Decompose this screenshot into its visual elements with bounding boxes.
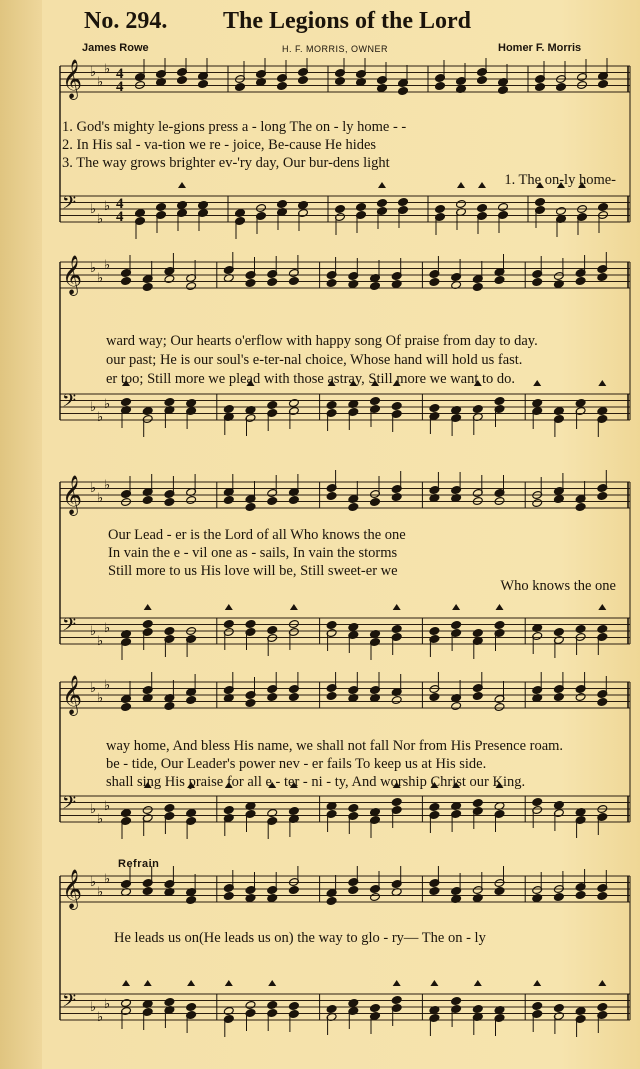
note-head xyxy=(477,204,488,213)
flat-sign: ♭ xyxy=(104,677,111,692)
note-head xyxy=(326,692,337,701)
note-head xyxy=(235,83,246,92)
note-head xyxy=(472,629,483,638)
note-head xyxy=(597,1003,608,1012)
note-head xyxy=(164,702,175,711)
verse-line-1: ward way; Our hearts o'erflow with happy song Of praise from day to day. xyxy=(106,333,538,349)
owner-credit: H. F. MORRIS, OWNER xyxy=(282,44,388,54)
note-head xyxy=(391,280,402,289)
time-signature: 4 xyxy=(116,209,124,225)
shape-note-head xyxy=(378,182,386,188)
note-head xyxy=(391,798,402,807)
shape-note-head xyxy=(393,604,401,610)
note-head xyxy=(267,809,278,818)
shape-note-head xyxy=(268,980,276,986)
flat-sign: ♭ xyxy=(97,490,104,505)
note-head xyxy=(164,275,175,284)
flat-sign: ♭ xyxy=(104,620,111,635)
note-head xyxy=(121,703,132,712)
note-head xyxy=(156,203,167,212)
flat-sign: ♭ xyxy=(97,270,104,285)
note-head xyxy=(277,82,288,91)
shape-note-head xyxy=(598,604,606,610)
note-head xyxy=(289,277,300,286)
note-head xyxy=(532,499,543,508)
flat-sign: ♭ xyxy=(97,74,104,89)
note-head xyxy=(370,498,381,507)
flat-sign: ♭ xyxy=(90,999,97,1014)
note-head xyxy=(142,806,153,815)
treble-clef: 𝄞 xyxy=(62,475,83,515)
note-head xyxy=(223,496,234,505)
verse-line-3: shall sing His praise for all e - ter - ni - ty, And worship Christ our King. xyxy=(106,774,526,790)
refrain-line: He leads us on(He leads us on) the way to glo - ry— The on - ly xyxy=(114,930,486,946)
composer: Homer F. Morris xyxy=(498,42,582,54)
note-head xyxy=(429,627,440,636)
note-head xyxy=(135,209,146,218)
shape-note-head xyxy=(225,980,233,986)
note-head xyxy=(335,205,346,214)
note-head xyxy=(554,1004,565,1013)
treble-clef: 𝄞 xyxy=(62,255,83,295)
note-head xyxy=(245,894,256,903)
note-head xyxy=(298,76,309,85)
note-head xyxy=(121,398,132,407)
note-head xyxy=(391,625,402,634)
note-head xyxy=(398,87,409,96)
flat-sign: ♭ xyxy=(104,396,111,411)
note-head xyxy=(177,76,188,85)
flat-sign: ♭ xyxy=(90,480,97,495)
note-head xyxy=(186,496,197,505)
shape-note-head xyxy=(533,980,541,986)
note-head xyxy=(326,492,337,501)
flat-sign: ♭ xyxy=(97,690,104,705)
note-head xyxy=(435,82,446,91)
note-head xyxy=(554,280,565,289)
note-head xyxy=(556,207,567,216)
bass-clef: 𝄢 xyxy=(62,193,77,218)
note-head xyxy=(597,625,608,634)
note-head xyxy=(142,887,153,896)
flat-sign: ♭ xyxy=(90,874,97,889)
note-head xyxy=(532,894,543,903)
verse-line-3: 3. The way grows brighter ev-'ry day, Our bur-dens light xyxy=(62,155,390,171)
note-head xyxy=(186,809,197,818)
shape-note-head xyxy=(178,182,186,188)
alto-tenor-line: Who knows the one xyxy=(500,578,616,594)
note-head xyxy=(472,894,483,903)
flat-sign: ♭ xyxy=(104,871,111,886)
flat-sign: ♭ xyxy=(97,884,104,899)
note-head xyxy=(142,407,153,416)
note-head xyxy=(391,493,402,502)
note-head xyxy=(223,620,234,629)
note-head xyxy=(326,401,337,410)
binding-gutter xyxy=(0,0,42,1069)
note-head xyxy=(223,892,234,901)
note-head xyxy=(245,503,256,512)
flat-sign: ♭ xyxy=(90,201,97,216)
note-head xyxy=(477,76,488,85)
note-head xyxy=(575,503,586,512)
flat-sign: ♭ xyxy=(97,811,104,826)
flat-sign: ♭ xyxy=(97,633,104,648)
note-head xyxy=(348,804,359,813)
note-head xyxy=(198,80,209,89)
note-head xyxy=(289,399,300,408)
note-head xyxy=(472,283,483,292)
note-head xyxy=(267,693,278,702)
note-head xyxy=(245,1001,256,1010)
shape-note-head xyxy=(474,980,482,986)
note-head xyxy=(575,693,586,702)
note-head xyxy=(575,277,586,286)
flat-sign: ♭ xyxy=(104,996,111,1011)
note-head xyxy=(498,203,509,212)
shape-note-head xyxy=(496,604,504,610)
note-head xyxy=(245,699,256,708)
note-head xyxy=(391,996,402,1005)
note-head xyxy=(326,897,337,906)
flat-sign: ♭ xyxy=(97,409,104,424)
note-head xyxy=(245,279,256,288)
note-head xyxy=(370,397,381,406)
time-signature: 4 xyxy=(116,79,124,95)
refrain-label: Refrain xyxy=(118,858,160,870)
note-head xyxy=(267,1001,278,1010)
note-head xyxy=(267,894,278,903)
shape-note-head xyxy=(430,980,438,986)
note-head xyxy=(532,798,543,807)
flat-sign: ♭ xyxy=(97,1009,104,1024)
note-head xyxy=(177,201,188,210)
hymn-number: No. 294. xyxy=(84,8,168,34)
note-head xyxy=(267,497,278,506)
note-head xyxy=(348,280,359,289)
hymn-header xyxy=(0,0,640,62)
note-head xyxy=(535,198,546,207)
treble-clef: 𝄞 xyxy=(62,869,83,909)
note-head xyxy=(598,80,609,89)
treble-clef: 𝄞 xyxy=(62,59,83,99)
note-head xyxy=(554,495,565,504)
note-head xyxy=(472,799,483,808)
note-head xyxy=(472,1005,483,1014)
note-head xyxy=(598,203,609,212)
note-head xyxy=(377,84,388,93)
note-head xyxy=(597,892,608,901)
note-head xyxy=(370,282,381,291)
note-head xyxy=(348,503,359,512)
note-head xyxy=(121,809,132,818)
note-head xyxy=(532,1002,543,1011)
flat-sign: ♭ xyxy=(90,623,97,638)
note-head xyxy=(575,625,586,634)
music-system-5 xyxy=(48,866,636,1066)
note-head xyxy=(326,621,337,630)
shape-note-head xyxy=(452,604,460,610)
flat-sign: ♭ xyxy=(97,211,104,226)
time-signature: 4 xyxy=(116,66,124,82)
note-head xyxy=(223,806,234,815)
note-head xyxy=(186,1003,197,1012)
note-head xyxy=(289,807,300,816)
note-head xyxy=(554,693,565,702)
note-head xyxy=(289,693,300,702)
note-head xyxy=(575,399,586,408)
note-head xyxy=(142,620,153,629)
note-head xyxy=(472,405,483,414)
flat-sign: ♭ xyxy=(90,680,97,695)
note-head xyxy=(121,999,132,1008)
verse-line-2: In vain the e - vil one as - sails, In vain the storms xyxy=(108,545,398,561)
note-head xyxy=(348,886,359,895)
note-head xyxy=(326,279,337,288)
note-head xyxy=(535,83,546,92)
note-head xyxy=(267,278,278,287)
shape-note-head xyxy=(144,980,152,986)
note-head xyxy=(597,273,608,282)
shape-note-head xyxy=(290,604,298,610)
note-head xyxy=(164,498,175,507)
shape-note-head xyxy=(478,182,486,188)
flat-sign: ♭ xyxy=(104,61,111,76)
note-head xyxy=(435,205,446,214)
note-head xyxy=(335,77,346,86)
shape-note-head xyxy=(144,604,152,610)
hymn-title: The Legions of the Lord xyxy=(223,8,472,34)
note-head xyxy=(267,401,278,410)
note-head xyxy=(289,496,300,505)
note-head xyxy=(472,692,483,701)
note-head xyxy=(121,277,132,286)
note-head xyxy=(256,204,267,213)
note-head xyxy=(494,703,505,712)
note-head xyxy=(556,83,567,92)
note-head xyxy=(198,201,209,210)
flat-sign: ♭ xyxy=(104,477,111,492)
note-head xyxy=(377,199,388,208)
note-head xyxy=(356,203,367,212)
treble-clef: 𝄞 xyxy=(62,675,83,715)
note-head xyxy=(289,886,300,895)
verse-line-1: way home, And bless His name, we shall not fall Nor from His Presence roam. xyxy=(106,738,564,754)
bass-clef: 𝄢 xyxy=(62,391,77,416)
note-head xyxy=(577,81,588,90)
note-head xyxy=(456,200,467,209)
alto-tenor-line: 1. The on-ly home- xyxy=(504,172,616,188)
note-head xyxy=(370,893,381,902)
note-head xyxy=(554,407,565,416)
note-head xyxy=(391,402,402,411)
note-head xyxy=(348,999,359,1008)
verse-line-2: be - tide, Our Leader's power nev - er fails To keep us at His side. xyxy=(106,756,487,772)
note-head xyxy=(142,283,153,292)
note-head xyxy=(391,696,402,705)
shape-note-head xyxy=(225,604,233,610)
note-head xyxy=(348,623,359,632)
shape-note-head xyxy=(598,980,606,986)
shape-note-head xyxy=(187,980,195,986)
note-head xyxy=(429,404,440,413)
staff-notation-5 xyxy=(48,866,636,1066)
note-head xyxy=(597,407,608,416)
time-signature: 4 xyxy=(116,196,124,212)
note-head xyxy=(223,1007,234,1016)
note-head xyxy=(575,891,586,900)
bass-clef: 𝄢 xyxy=(62,991,77,1016)
note-head xyxy=(532,278,543,287)
note-head xyxy=(429,278,440,287)
shape-note-head xyxy=(393,980,401,986)
flat-sign: ♭ xyxy=(90,801,97,816)
verse-line-1: Our Lead - er is the Lord of all Who knows the one xyxy=(108,527,406,543)
shape-note-head xyxy=(457,182,465,188)
note-head xyxy=(498,86,509,95)
note-head xyxy=(554,628,565,637)
flat-sign: ♭ xyxy=(90,260,97,275)
shape-note-head xyxy=(122,980,130,986)
note-head xyxy=(575,1007,586,1016)
flat-sign: ♭ xyxy=(104,198,111,213)
note-head xyxy=(186,399,197,408)
note-head xyxy=(298,201,309,210)
note-head xyxy=(277,200,288,209)
note-head xyxy=(597,698,608,707)
bass-clef: 𝄢 xyxy=(62,793,77,818)
note-head xyxy=(164,804,175,813)
note-head xyxy=(164,627,175,636)
note-head xyxy=(235,209,246,218)
note-head xyxy=(245,620,256,629)
note-head xyxy=(429,803,440,812)
note-head xyxy=(451,702,462,711)
verse-line-3: Still more to us His love will be, Still sweet-er we xyxy=(108,563,398,579)
note-head xyxy=(398,198,409,207)
flat-sign: ♭ xyxy=(90,399,97,414)
flat-sign: ♭ xyxy=(104,798,111,813)
note-head xyxy=(186,896,197,905)
flat-sign: ♭ xyxy=(90,64,97,79)
note-head xyxy=(326,1005,337,1014)
note-head xyxy=(267,626,278,635)
note-head xyxy=(164,998,175,1007)
note-head xyxy=(494,887,505,896)
note-head xyxy=(186,282,197,291)
lyricist: James Rowe xyxy=(82,42,149,54)
note-head xyxy=(164,398,175,407)
verse-line-1: 1. God's mighty le-gions press a - long The on - ly home - - xyxy=(62,119,407,135)
note-head xyxy=(370,1004,381,1013)
verse-line-2: our past; He is our soul's e-ter-nal choice, Whose hand will hold us fast. xyxy=(106,352,523,368)
note-head xyxy=(186,696,197,705)
flat-sign: ♭ xyxy=(104,257,111,272)
note-head xyxy=(554,801,565,810)
note-head xyxy=(142,496,153,505)
bass-clef: 𝄢 xyxy=(62,615,77,640)
note-head xyxy=(429,693,440,702)
note-head xyxy=(494,397,505,406)
note-head xyxy=(451,621,462,630)
note-head xyxy=(289,1002,300,1011)
note-head xyxy=(532,399,543,408)
note-head xyxy=(223,405,234,414)
note-head xyxy=(494,276,505,285)
note-head xyxy=(554,893,565,902)
shape-note-head xyxy=(598,380,606,386)
shape-note-head xyxy=(533,380,541,386)
note-head xyxy=(451,997,462,1006)
verse-line-2: 2. In His sal - va-tion we re - joice, Be-cause He hides xyxy=(62,137,377,153)
note-head xyxy=(597,492,608,501)
note-head xyxy=(429,887,440,896)
note-head xyxy=(494,621,505,630)
verse-line-3: er too; Still more we plead with those astray, Still more we want to do. xyxy=(106,371,516,387)
